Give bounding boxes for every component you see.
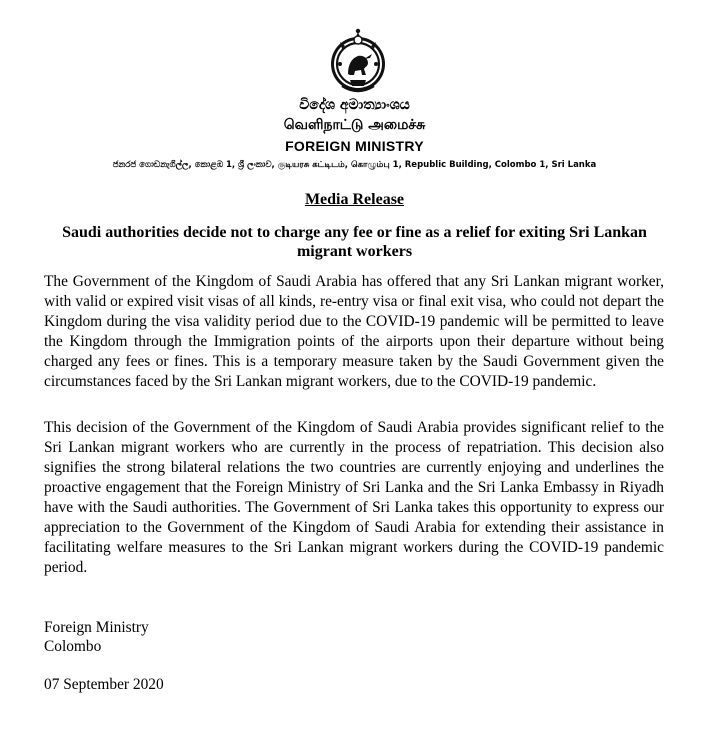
release-headline: Saudi authorities decide not to charge any fee or fine as a relief for exiting Sri Lankan migrant workers bbox=[62, 224, 647, 260]
media-release-label: Media Release bbox=[304, 191, 405, 208]
body-paragraph-2: This decision of the Government of the Kingdom of Saudi Arabia provides significant relief to the Sri Lankan migrant workers who are currently in the process of repatriation. This decision also signifies the strong bilateral relations the two countries are currently enjoying and underlines the proactive engagement that the Foreign Ministry of Sri Lanka and the Sri Lanka Embassy in Riyadh have with the Saudi authorities. The Government of Sri Lanka takes this opportunity to express our appreciation to the Government of the Kingdom of Saudi Arabia for extending their assistance in facilitating welfare measures to the Sri Lankan migrant workers during the COVID-19 pandemic period. bbox=[44, 419, 664, 576]
ministry-name-sinhala: විදේශ අමාත්‍යාංශය bbox=[299, 97, 410, 113]
signature-issuer: Foreign Ministry bbox=[44, 619, 149, 636]
release-date: 07 September 2020 bbox=[44, 676, 164, 693]
signature-location: Colombo bbox=[44, 638, 102, 655]
ministry-name-tamil: வெளிநாட்டு அமைச்சு bbox=[283, 117, 426, 133]
sri-lanka-emblem-icon bbox=[328, 28, 388, 98]
ministry-address: ජනරජ ගොඩනැගිල්ල, කොළඹ 1, ශ්‍රී ලංකාව, குடியரசு கட்டிடம், கொழும்பு 1, Republic Building, Colombo 1, Sri Lanka bbox=[112, 160, 597, 170]
ministry-name-english: FOREIGN MINISTRY bbox=[285, 138, 424, 154]
body-paragraph-1: The Government of the Kingdom of Saudi Arabia has offered that any Sri Lankan migrant worker, with valid or expired visit visas of all kinds, re-entry visa or final exit visa, who could not depart the Kingdom during the visa validity period due to the COVID-19 pandemic will be permitted to leave the Kingdom through the Immigration points of the airports upon their departure without being charged any fees or fines. This is a temporary measure taken by the Saudi Government given the circumstances faced by the Sri Lankan migrant workers, due to the COVID-19 pandemic. bbox=[44, 273, 664, 390]
